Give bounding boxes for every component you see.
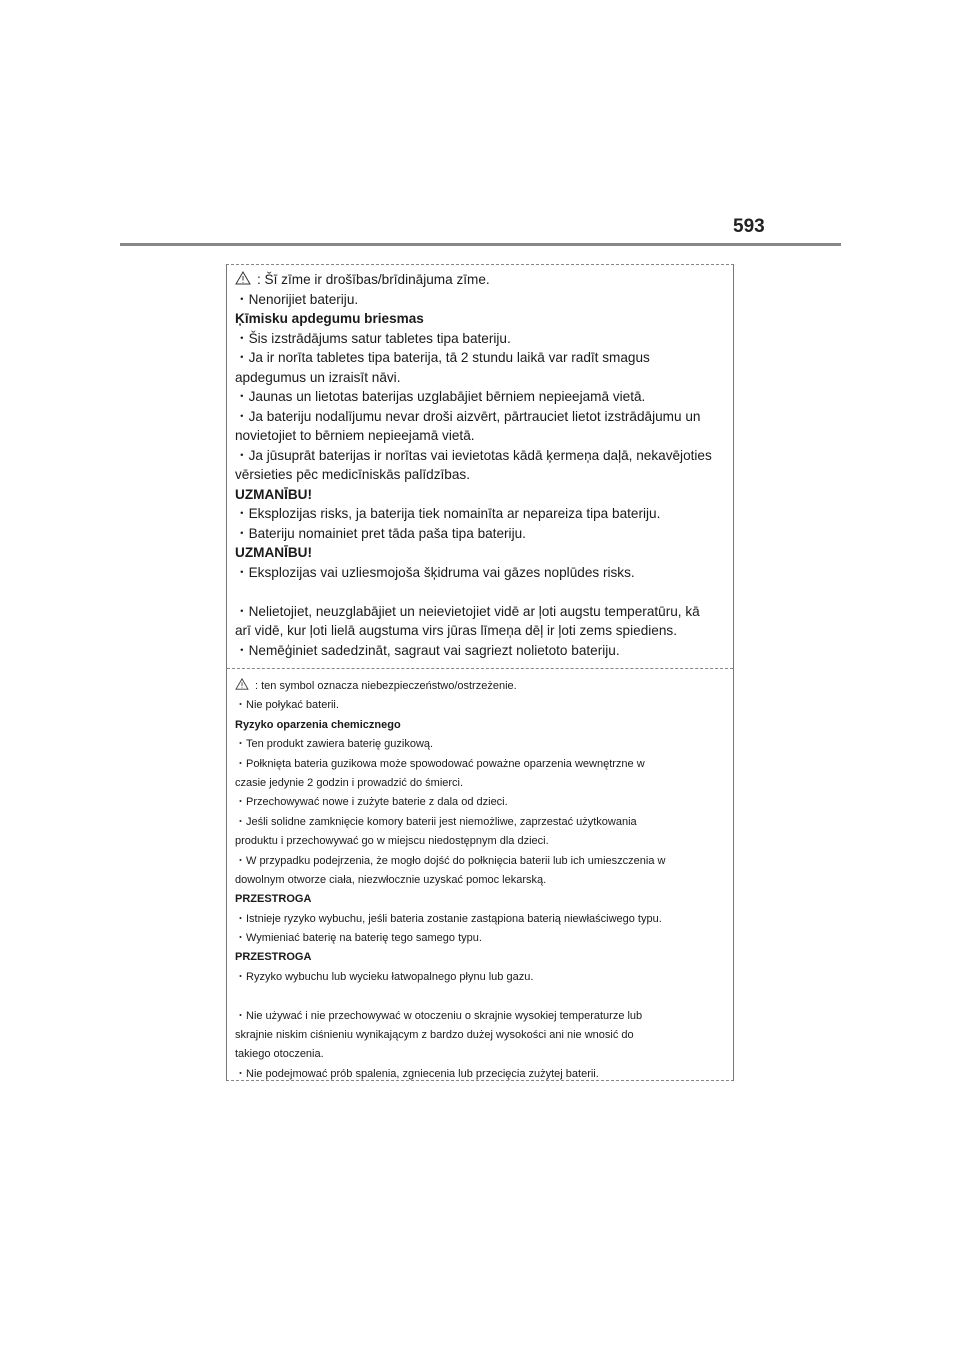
section-heading: PRZESTROGA	[235, 951, 312, 964]
text-line	[235, 987, 729, 1006]
warning-triangle-icon	[235, 271, 251, 285]
polish-section	[235, 677, 729, 1084]
section-divider	[227, 668, 733, 669]
section-heading: Ryzyko oparzenia chemicznego	[235, 718, 401, 731]
text-line: czasie jedynie 2 godzin i prowadzić do śmierci.	[235, 776, 464, 789]
text-line: ・Nie połykać baterii.	[235, 699, 339, 712]
text-line: ・Nenorijiet bateriju.	[235, 291, 359, 307]
text-line: takiego otoczenia.	[235, 1048, 324, 1061]
battery-warning-box	[226, 264, 734, 1081]
text-line: ・W przypadku podejrzenia, że mogło dojść do połknięcia baterii lub ich umieszczenia w	[235, 854, 666, 867]
text-line: arī vidē, kur ļoti lielā augstuma virs jūras līmeņa dēļ ir ļoti zems spiediens.	[235, 623, 677, 638]
text-line: ・Bateriju nomainiet pret tāda paša tipa bateriju.	[235, 525, 526, 541]
latvian-section	[235, 270, 729, 660]
text-line: ・Ja ir norīta tabletes tipa baterija, tā 2 stundu laikā var radīt smagus	[235, 350, 650, 365]
section-heading: Ķīmisku apdegumu briesmas	[235, 311, 424, 326]
text-line: ・Jeśli solidne zamknięcie komory baterii jest niemożliwe, zaprzestać użytkowania	[235, 815, 637, 828]
text-line: ・Ja bateriju nodalījumu nevar droši aizvērt, pārtrauciet lietot izstrādājumu un	[235, 408, 701, 424]
page-number: 593	[733, 216, 765, 237]
text-line: ・Eksplozijas vai uzliesmojoša šķidruma vai gāzes noplūdes risks.	[235, 564, 635, 580]
text-line	[235, 582, 729, 602]
text-line: ・Przechowywać nowe i zużyte baterie z dala od dzieci.	[235, 796, 508, 809]
text-line: ・Ryzyko wybuchu lub wycieku łatwopalnego płynu lub gazu.	[235, 970, 534, 983]
text-line: ・Nelietojiet, neuzglabājiet un neievietojiet vidē ar ļoti augstu temperatūru, kā	[235, 603, 700, 619]
text-line: ・Ten produkt zawiera baterię guzikową.	[235, 738, 434, 751]
section-heading: UZMANĪBU!	[235, 545, 313, 560]
text-line: dowolnym otworze ciała, niezwłocznie uzyskać pomoc lekarską.	[235, 873, 547, 886]
text-line: ・Nie podejmować prób spalenia, zgniecenia lub przecięcia zużytej baterii.	[235, 1067, 599, 1080]
text-line: ・Eksplozijas risks, ja baterija tiek nomainīta ar nepareiza tipa bateriju.	[235, 506, 661, 521]
text-line: skrajnie niskim ciśnieniu wynikającym z bardzo dużej wysokości ani nie wnosić do	[235, 1029, 634, 1042]
text-line: ・Wymieniać baterię na baterię tego samego typu.	[235, 932, 482, 945]
symbol-legend-line	[235, 677, 729, 696]
section-heading: UZMANĪBU!	[235, 486, 313, 502]
text-line: vērsieties pēc medicīniskās palīdzības.	[235, 467, 470, 482]
text-line: ・Šis izstrādājums satur tabletes tipa bateriju.	[235, 330, 511, 346]
section-heading: PRZESTROGA	[235, 893, 312, 906]
text-line: ・Ja jūsuprāt baterijas ir norītas vai ievietotas kādā ķermeņa daļā, nekavējoties	[235, 447, 712, 463]
header-rule	[120, 243, 841, 246]
text-line: ・Nemēģiniet sadedzināt, sagraut vai sagriezt nolietoto bateriju.	[235, 642, 620, 658]
text-line: ・Jaunas un lietotas baterijas uzglabājiet bērniem nepieejamā vietā.	[235, 389, 646, 404]
warning-triangle-icon	[235, 678, 249, 690]
symbol-legend-text: : Šī zīme ir drošības/brīdinājuma zīme.	[257, 272, 490, 287]
text-line: ・Istnieje ryzyko wybuchu, jeśli bateria zostanie zastąpiona baterią niewłaściwego typu.	[235, 912, 662, 925]
text-line: apdegumus un izraisīt nāvi.	[235, 369, 401, 385]
symbol-legend-text: : ten symbol oznacza niebezpieczeństwo/ostrzeżenie.	[255, 680, 517, 692]
text-line: novietojiet to bērniem nepieejamā vietā.	[235, 428, 475, 443]
text-line: ・Nie używać i nie przechowywać w otoczeniu o skrajnie wysokiej temperaturze lub	[235, 1009, 643, 1022]
symbol-legend-line	[235, 270, 729, 290]
text-line: produktu i przechowywać go w miejscu niedostępnym dla dzieci.	[235, 835, 549, 848]
text-line: ・Połknięta bateria guzikowa może spowodować poważne oparzenia wewnętrzne w	[235, 757, 645, 770]
